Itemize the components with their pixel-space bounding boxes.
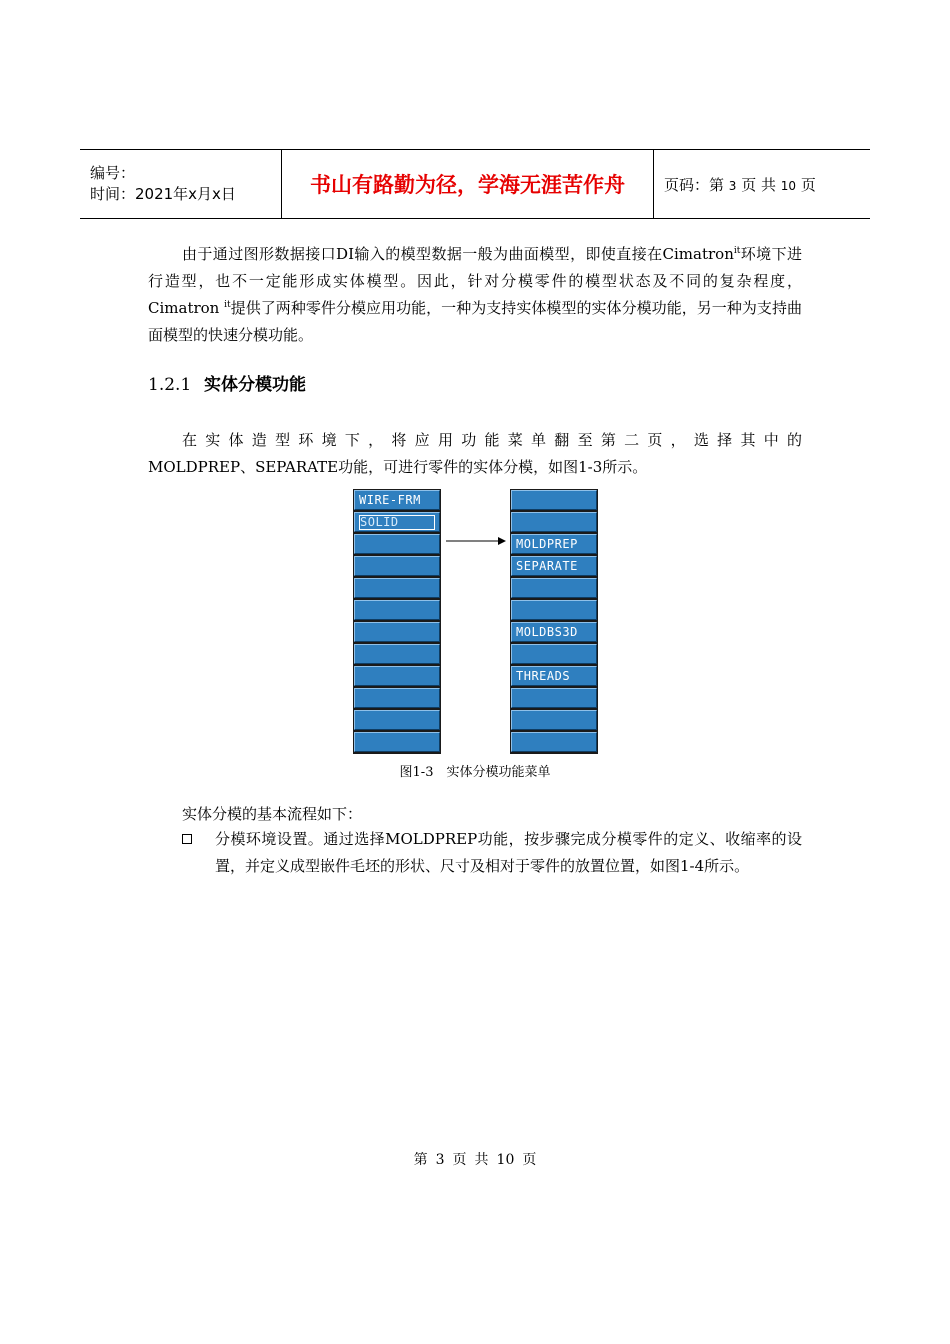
menu-item-empty[interactable] xyxy=(511,644,597,664)
flow-intro: 实体分模的基本流程如下： xyxy=(182,805,363,823)
doc-number-label: 编号： xyxy=(90,164,136,182)
menu-item-empty[interactable] xyxy=(511,600,597,620)
section-heading xyxy=(148,370,306,395)
page-footer xyxy=(0,1149,950,1169)
footer-text: 第 xyxy=(413,1152,428,1168)
intro-text-a: 由于通过图形数据接口DI输入的模型数据一般为曲面模型，即使直接在Cimatron xyxy=(182,245,734,263)
page-number: 3 xyxy=(728,178,737,193)
header-motto: 书山有路勤为径，学海无涯苦作舟 xyxy=(310,173,625,197)
menu-item-moldbs3d[interactable]: MOLDBS3D xyxy=(511,622,597,642)
menu-item-empty[interactable] xyxy=(354,622,440,642)
menu-item-empty[interactable] xyxy=(354,534,440,554)
header-motto-cell xyxy=(281,150,654,218)
footer-text: 页 xyxy=(522,1152,537,1168)
menu-item-empty[interactable] xyxy=(354,556,440,576)
intro-text-c: 提供了两种零件分模应用功能，一种为支持实体模型的实体分模功能，另一种为支持曲面模型的快速分模功能。 xyxy=(148,299,802,344)
menu-item-solid-label: SOLID xyxy=(359,515,435,530)
menu-item-empty[interactable] xyxy=(511,710,597,730)
menu-item-empty[interactable] xyxy=(354,600,440,620)
footer-text: 共 xyxy=(474,1152,489,1168)
menu-item-empty[interactable] xyxy=(354,710,440,730)
footer-page-total: 10 xyxy=(496,1152,515,1168)
menu-item-wire-frm[interactable]: WIRE-FRM xyxy=(354,490,440,510)
menu-item-empty[interactable] xyxy=(511,512,597,532)
doc-time-label: 时间：2021年x月x日 xyxy=(90,185,236,203)
list-item-text: 分模环境设置。通过选择MOLDPREP功能，按步骤完成分模零件的定义、收缩率的设置，并定义成型嵌件毛坯的形状、尺寸及相对于零件的放置位置，如图1-4所示。 xyxy=(215,830,802,875)
intro-text-b: 环境下进行造型，也不一定能形成实体模型。因此，针对分模零件的模型状态及不同的复杂程度，Cimatron xyxy=(148,245,802,317)
page-mid: 页 共 xyxy=(741,175,776,194)
menu-item-empty[interactable] xyxy=(354,578,440,598)
menu-item-empty[interactable] xyxy=(511,688,597,708)
page-total: 10 xyxy=(780,178,797,193)
section-number: 1.2.1 xyxy=(148,375,192,395)
menu-item-empty[interactable] xyxy=(354,732,440,752)
intro-sup-2: it xyxy=(224,300,231,310)
menu-item-moldprep[interactable]: MOLDPREP xyxy=(511,534,597,554)
solid-paragraph xyxy=(148,427,802,481)
page-header xyxy=(80,149,870,219)
menu-item-empty[interactable] xyxy=(354,644,440,664)
menu-item-empty[interactable] xyxy=(511,732,597,752)
menu-item-empty[interactable] xyxy=(511,578,597,598)
list-item xyxy=(182,826,802,880)
page-prefix: 页码：第 xyxy=(664,175,725,194)
menu-item-empty[interactable] xyxy=(511,490,597,510)
menu-item-separate[interactable]: SEPARATE xyxy=(511,556,597,576)
arrow-right-icon xyxy=(446,536,506,546)
header-page-info xyxy=(654,150,870,218)
solid-paragraph-line-1: 在实体造型环境下，将应用功能菜单翻至第二页，选择其中的 xyxy=(182,431,802,449)
page-suffix: 页 xyxy=(800,175,816,194)
footer-page-number: 3 xyxy=(435,1152,445,1168)
menu-item-threads[interactable]: THREADS xyxy=(511,666,597,686)
menu-item-solid[interactable] xyxy=(354,512,440,532)
intro-paragraph xyxy=(148,241,802,349)
checkbox-bullet-icon xyxy=(182,834,192,844)
menu-item-empty[interactable] xyxy=(354,688,440,708)
function-menu-page-2 xyxy=(510,489,598,754)
section-title: 实体分模功能 xyxy=(204,375,306,395)
menu-item-empty[interactable] xyxy=(354,666,440,686)
solid-paragraph-line-2: MOLDPREP、SEPARATE功能，可进行零件的实体分模，如图1-3所示。 xyxy=(148,458,648,476)
function-menu-page-1 xyxy=(353,489,441,754)
footer-text: 页 xyxy=(452,1152,467,1168)
header-info xyxy=(80,150,281,218)
intro-sup-1: it xyxy=(733,246,741,256)
figure-caption: 图1-3 实体分模功能菜单 xyxy=(399,765,551,780)
